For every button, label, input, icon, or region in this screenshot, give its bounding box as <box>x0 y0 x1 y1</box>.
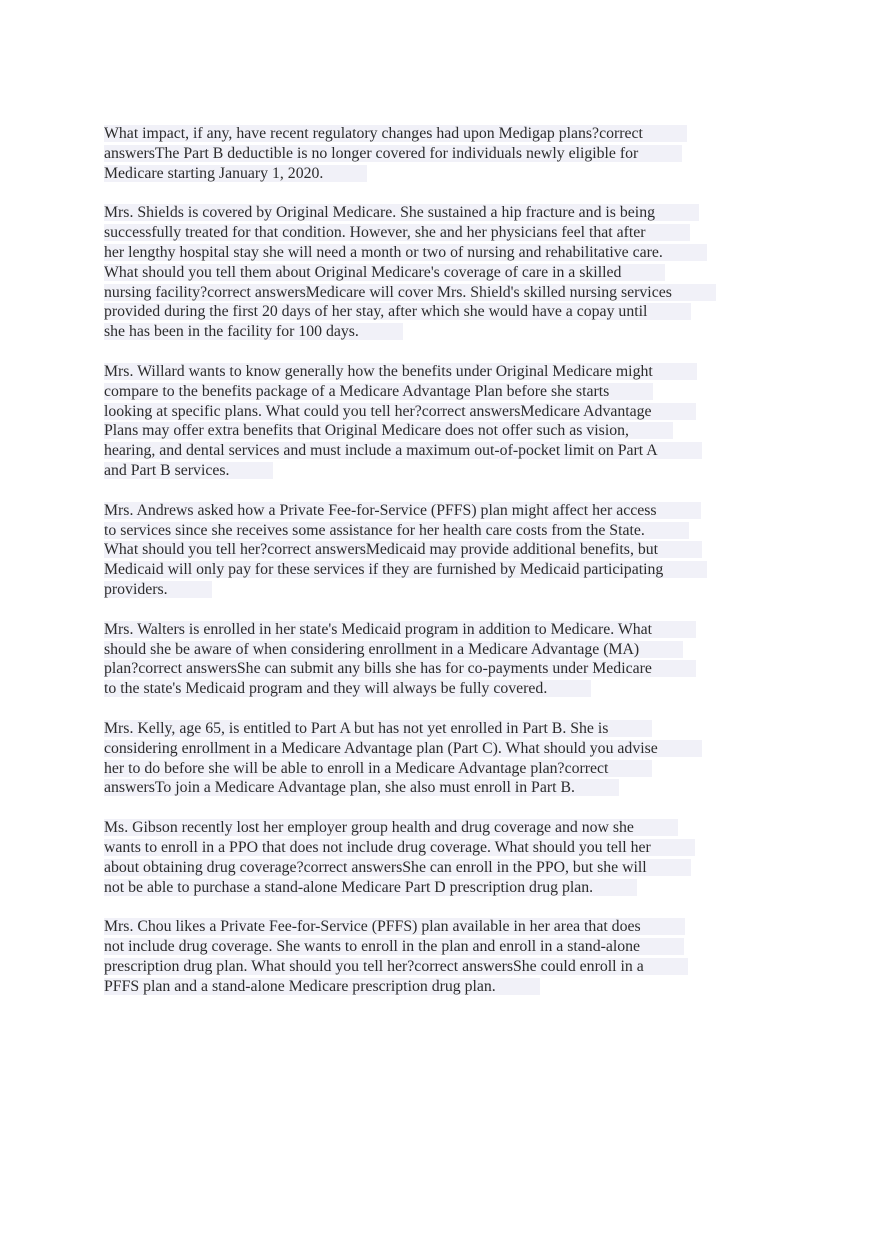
text-line: Mrs. Andrews asked how a Private Fee-for-Service (PFFS) plan might affect her access <box>104 502 701 519</box>
text-line: looking at specific plans. What could you tell her?correct answersMedicare Advantage <box>104 403 696 420</box>
text-line: Medicaid will only pay for these services if they are furnished by Medicaid participating <box>104 561 707 578</box>
text-line: What impact, if any, have recent regulatory changes had upon Medigap plans?correct <box>104 125 687 142</box>
text-line: hearing, and dental services and must include a maximum out-of-pocket limit on Part A <box>104 442 702 459</box>
text-line: plan?correct answersShe can submit any bills she has for co-payments under Medicare <box>104 660 696 677</box>
text-line: and Part B services. <box>104 462 273 479</box>
text-line: answersThe Part B deductible is no longer covered for individuals newly eligible for <box>104 145 682 162</box>
qa-block-chou <box>104 917 784 996</box>
text-line: Plans may offer extra benefits that Original Medicare does not offer such as vision, <box>104 422 673 439</box>
text-line: What should you tell them about Original Medicare's coverage of care in a skilled <box>104 264 665 281</box>
text-line: Mrs. Walters is enrolled in her state's Medicaid program in addition to Medicare. What <box>104 621 696 638</box>
document-body <box>104 124 784 1016</box>
qa-block-walters <box>104 620 784 699</box>
text-line: should she be aware of when considering enrollment in a Medicare Advantage (MA) <box>104 641 683 658</box>
text-line: Mrs. Shields is covered by Original Medicare. She sustained a hip fracture and is being <box>104 204 699 221</box>
text-line: compare to the benefits package of a Medicare Advantage Plan before she starts <box>104 383 653 400</box>
qa-block-medigap <box>104 124 784 183</box>
text-line: not include drug coverage. She wants to enroll in the plan and enroll in a stand-alone <box>104 938 684 955</box>
qa-block-kelly <box>104 719 784 798</box>
text-line: her lengthy hospital stay she will need a month or two of nursing and rehabilitative care. <box>104 244 707 261</box>
text-line: What should you tell her?correct answersMedicaid may provide additional benefits, but <box>104 541 702 558</box>
text-line: Mrs. Kelly, age 65, is entitled to Part A but has not yet enrolled in Part B. She is <box>104 720 652 737</box>
qa-block-shields <box>104 203 784 342</box>
text-line: to the state's Medicaid program and they will always be fully covered. <box>104 680 591 697</box>
text-line: providers. <box>104 581 212 598</box>
text-line: PFFS plan and a stand-alone Medicare prescription drug plan. <box>104 978 540 995</box>
text-line: answersTo join a Medicare Advantage plan, she also must enroll in Part B. <box>104 779 619 796</box>
text-line: successfully treated for that condition. However, she and her physicians feel that after <box>104 224 690 241</box>
text-line: considering enrollment in a Medicare Advantage plan (Part C). What should you advise <box>104 740 702 757</box>
text-line: her to do before she will be able to enroll in a Medicare Advantage plan?correct <box>104 760 652 777</box>
text-line: prescription drug plan. What should you tell her?correct answersShe could enroll in a <box>104 958 688 975</box>
text-line: not be able to purchase a stand-alone Medicare Part D prescription drug plan. <box>104 879 637 896</box>
text-line: Medicare starting January 1, 2020. <box>104 165 367 182</box>
text-line: nursing facility?correct answersMedicare will cover Mrs. Shield's skilled nursing services <box>104 284 716 301</box>
text-line: provided during the first 20 days of her stay, after which she would have a copay until <box>104 303 691 320</box>
text-line: she has been in the facility for 100 days. <box>104 323 403 340</box>
qa-block-andrews <box>104 501 784 600</box>
qa-block-willard <box>104 362 784 481</box>
text-line: about obtaining drug coverage?correct answersShe can enroll in the PPO, but she will <box>104 859 691 876</box>
text-line: Mrs. Willard wants to know generally how the benefits under Original Medicare might <box>104 363 697 380</box>
text-line: to services since she receives some assistance for her health care costs from the State. <box>104 522 689 539</box>
text-line: wants to enroll in a PPO that does not include drug coverage. What should you tell her <box>104 839 695 856</box>
text-line: Mrs. Chou likes a Private Fee-for-Service (PFFS) plan available in her area that does <box>104 918 685 935</box>
qa-block-gibson <box>104 818 784 897</box>
text-line: Ms. Gibson recently lost her employer group health and drug coverage and now she <box>104 819 678 836</box>
